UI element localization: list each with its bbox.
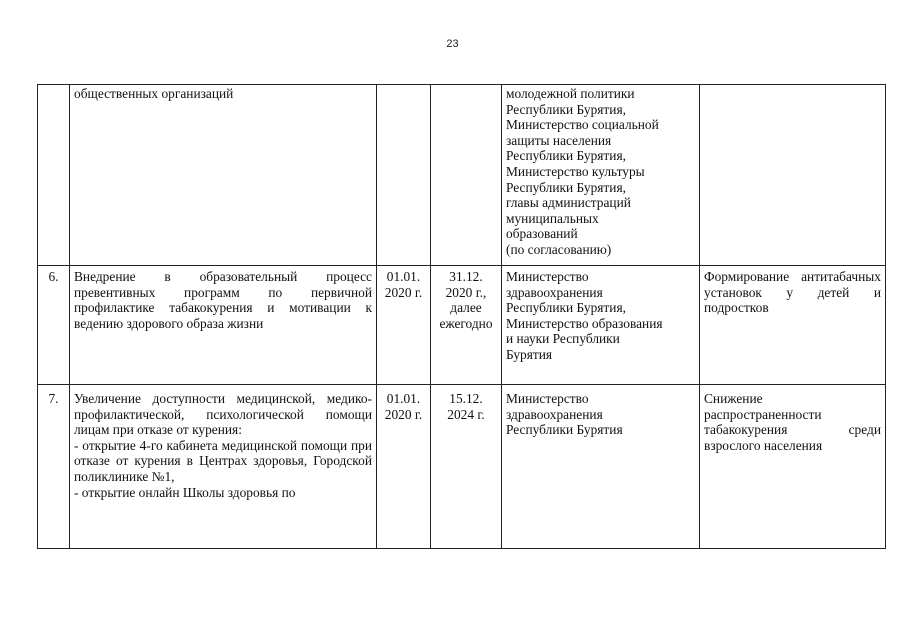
executors: молодежной политики Республики Бурятия, Министерство социальной защиты населения Республики Бурятия, Министерство культуры Республики Бурятия, главы администраций муниципальных образований (по согласованию) bbox=[502, 85, 700, 266]
table-row bbox=[38, 85, 886, 266]
executors: Министерство здравоохранения Республики Бурятия, Министерство образования и науки Республики Бурятия bbox=[502, 266, 700, 385]
table-row bbox=[38, 266, 886, 385]
row-number bbox=[38, 85, 70, 266]
page-number: 23 bbox=[446, 38, 459, 50]
paragraph: - открытие онлайн Школы здоровья по bbox=[74, 484, 296, 500]
start-date: 01.01. 2020 г. bbox=[377, 266, 431, 385]
end-date: 15.12. 2024 г. bbox=[431, 385, 502, 549]
paragraph: - открытие 4-го кабинета медицинской помощи при отказе от курения в Центрах здоровья, Городской поликлинике №1, bbox=[74, 437, 372, 484]
event-description: общественных организаций bbox=[70, 85, 377, 266]
row-number: 7. bbox=[38, 385, 70, 549]
table-row bbox=[38, 385, 886, 549]
expected-result bbox=[700, 85, 886, 266]
plan-table bbox=[37, 84, 886, 549]
start-date: 01.01. 2020 г. bbox=[377, 385, 431, 549]
event-description bbox=[70, 385, 377, 549]
expected-result: Формирование антитабачных установок у детей и подростков bbox=[700, 266, 886, 385]
expected-result: Снижение распространенности табакокурения среди взрослого населения bbox=[700, 385, 886, 549]
paragraph: Увеличение доступности медицинской, медико-профилактической, психологической помощи лицам при отказе от курения: bbox=[74, 391, 372, 438]
executors: Министерство здравоохранения Республики Бурятия bbox=[502, 385, 700, 549]
end-date: 31.12. 2020 г., далее ежегодно bbox=[431, 266, 502, 385]
end-date bbox=[431, 85, 502, 266]
row-number: 6. bbox=[38, 266, 70, 385]
start-date bbox=[377, 85, 431, 266]
event-description: Внедрение в образовательный процесс превентивных программ по первичной профилактике табакокурения и мотивации к ведению здорового образа жизни bbox=[70, 266, 377, 385]
